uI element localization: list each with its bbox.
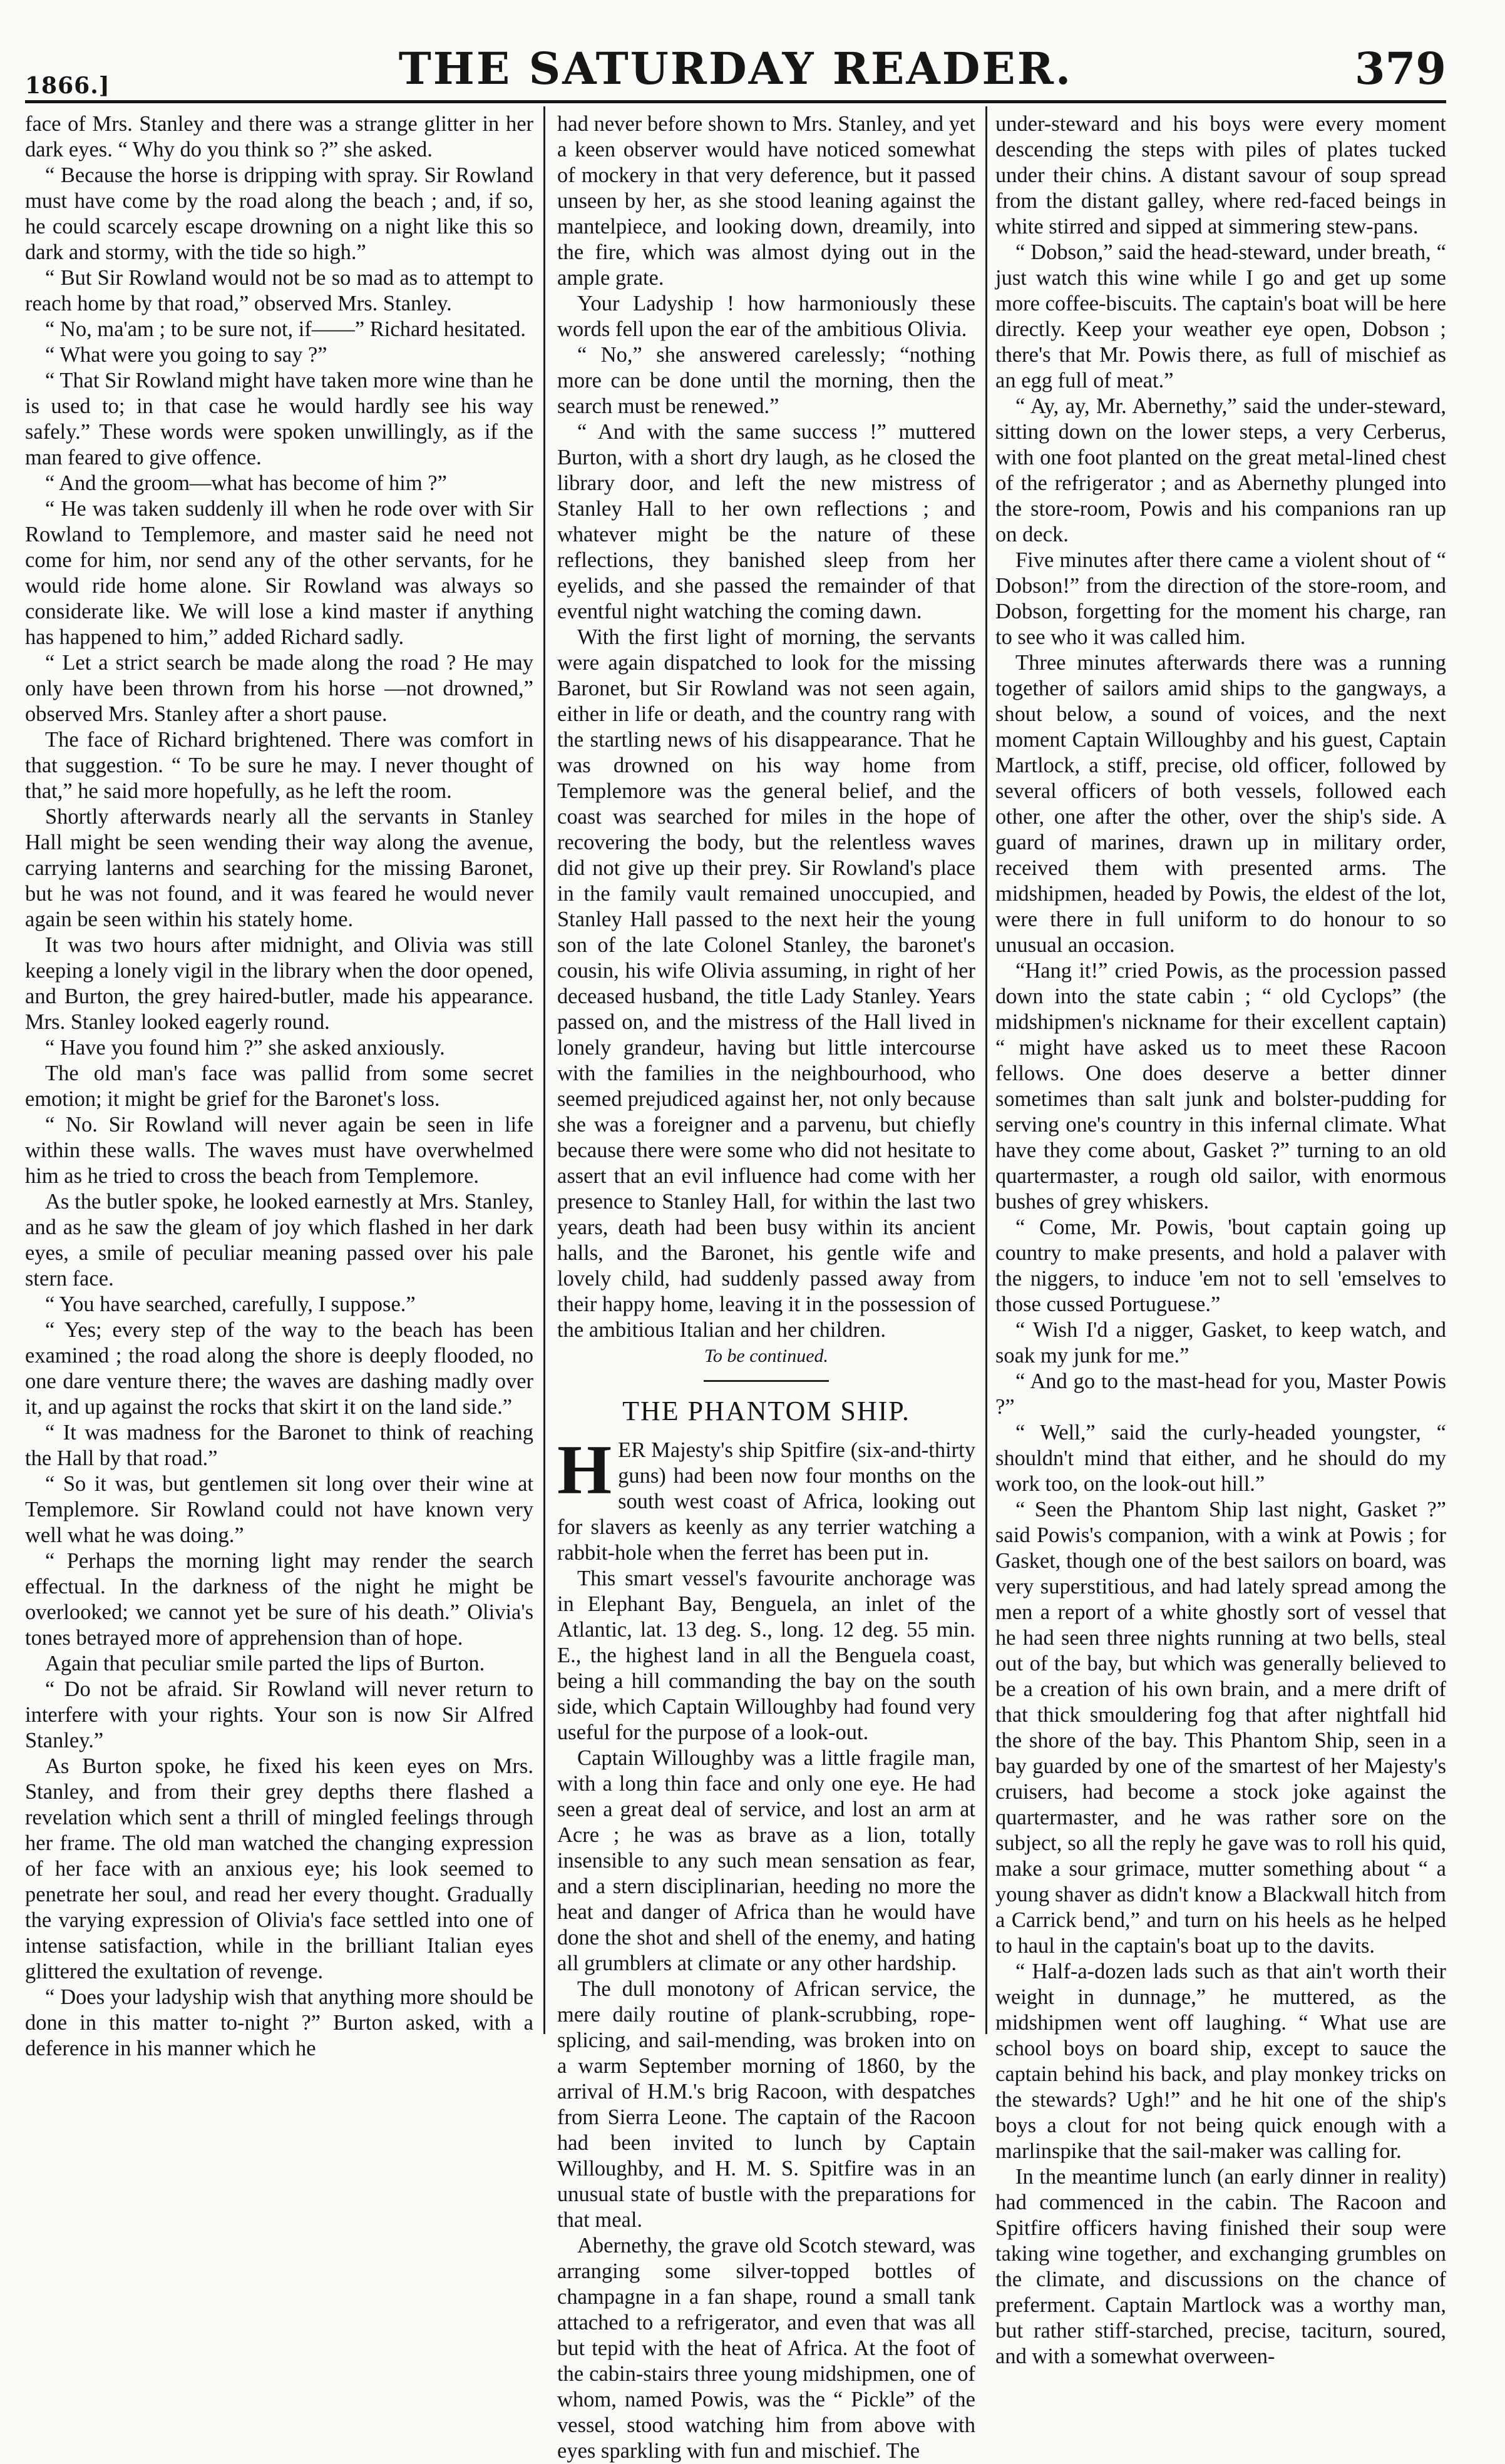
paragraph: “ Let a strict search be made along the road ? He may only have been thrown from his horse —not drowned,” observed Mrs. Stanley after a short pause. xyxy=(25,651,533,726)
paragraph: “ Half-a-dozen lads such as that ain't worth their weight in dunnage,” he muttered, as the midshipmen went off laughing. “ What use are school boys on board ship, except to sauce the captain behind his back, and play monkey tricks on the stewards? Ugh!” and he hit one of the ship's boys a clout for not being quick enough with a marlinspike that the sail-maker was calling for. xyxy=(995,1960,1446,2163)
paragraph: The face of Richard brightened. There was comfort in that suggestion. “ To be sure he may. I never thought of that,” he said more hopefully, as he left the room. xyxy=(25,728,533,803)
paragraph: Shortly afterwards nearly all the servants in Stanley Hall might be seen wending their way along the avenue, carrying lanterns and searching for the missing Baronet, but he was not found, and it was feared he would never again be seen within his stately home. xyxy=(25,805,533,931)
paragraph: In the meantime lunch (an early dinner in reality) had commenced in the cabin. The Racoon and Spitfire officers having finished their soup were taking wine together, and exchanging grumbles on the climate, and discussions on the chance of preferment. Captain Martlock was a worthy man, but rather stiff-starched, precise, taciturn, soured, and with a somewhat overween- xyxy=(995,2165,1446,2368)
paragraph: Abernethy, the grave old Scotch steward, was arranging some silver-topped bottles of champagne in a fan shape, round a small tank attached to a refrigerator, and even that was all but tepid with the heat of Africa. At the foot of the cabin-stairs three young midshipmen, one of whom, named Powis, was the “ Pickle” of the vessel, stood watching him from above with eyes sparkling with fun and mischief. The xyxy=(557,2234,975,2463)
story-opening-text: ER Majesty's ship Spitfire (six-and-thirty guns) had been now four months on the south west coast of Africa, looking out for slavers as keenly as any terrier watching a rabbit-hole when the ferret has been put in. xyxy=(557,1438,975,1565)
paragraph: “ Perhaps the morning light may render the search effectual. In the darkness of the night he might be overlooked; we cannot yet be sure of his death.” Olivia's tones betrayed more of apprehension than of hope. xyxy=(25,1549,533,1650)
paragraph: “ No. Sir Rowland will never again be seen in life within these walls. The waves must have overwhelmed him as he tried to cross the beach from Templemore. xyxy=(25,1113,533,1188)
paragraph: “ Does your ladyship wish that anything more should be done in this matter to-night ?” Burton asked, with a deference in his manner which he xyxy=(25,1985,533,2060)
paragraph: “ Dobson,” said the head-steward, under breath, “ just watch this wine while I go and get up some more coffee-biscuits. The captain's boat will be here directly. Keep your weather eye open, Dobson ; there's that Mr. Powis there, as full of mischief as an egg full of meat.” xyxy=(995,240,1446,392)
paragraph: Your Ladyship ! how harmoniously these words fell upon the ear of the ambitious Olivia. xyxy=(557,292,975,341)
column-divider-2 xyxy=(985,106,987,2034)
paragraph: “ Come, Mr. Powis, 'bout captain going up country to make presents, and hold a palaver with the niggers, to induce 'em not to sell 'emselves to those cussed Portuguese.” xyxy=(995,1215,1446,1316)
paragraph: “ He was taken suddenly ill when he rode over with Sir Rowland to Templemore, and master said he need not come for him, nor send any of the other servants, for he would ride home alone. Sir Rowland was always so considerate like. We will lose a kind master if anything has happened to him,” added Richard sadly. xyxy=(25,497,533,649)
paragraph: It was two hours after midnight, and Olivia was still keeping a lonely vigil in the library when the door opened, and Burton, the grey haired-butler, made his appearance. Mrs. Stanley looked eagerly round. xyxy=(25,933,533,1034)
paragraph: “ Well,” said the curly-headed youngster, “ shouldn't mind that either, and he should do my work too, on the look-out hill.” xyxy=(995,1421,1446,1496)
paragraph: With the first light of morning, the servants were again dispatched to look for the missing Baronet, but Sir Rowland was not seen again, either in life or death, and the country rang with the startling news of his disappearance. That he was drowned on his way home from Templemore was the general belief, and the coast was searched for miles in the hope of recovering the body, but the relentless waves did not give up their prey. Sir Rowland's place in the family vault remained unoccupied, and Stanley Hall passed to the next heir the young son of the late Colonel Stanley, the baronet's cousin, his wife Olivia assuming, in right of her deceased husband, the title Lady Stanley. Years passed on, and the mistress of the Hall lived in lonely grandeur, having but little intercourse with the families in the neighbourhood, who seemed prejudiced against her, not only because she was a foreigner and a parvenu, but chiefly because there were some who did not hesitate to assert that an evil influence had come with her presence to Stanley Hall, for within the last two years, death had been busy within its ancient halls, and the Baronet, his gentle wife and lovely child, had suddenly passed away from their happy home, leaving it in the possession of the ambitious Italian and her children. xyxy=(557,625,975,1342)
paragraph: “ No, ma'am ; to be sure not, if——” Richard hesitated. xyxy=(45,317,526,341)
paragraph: had never before shown to Mrs. Stanley, and yet a keen observer would have noticed somewhat of mockery in that very deference, but it passed unseen by her, as she stood leaning against the mantelpiece, and looking down, dreamily, into the fire, which was almost dying out in the ample grate. xyxy=(557,112,975,290)
column-3 xyxy=(995,111,1446,2368)
story-heading: THE PHANTOM SHIP. xyxy=(622,1396,910,1426)
paragraph: The dull monotony of African service, the mere daily routine of plank-scrubbing, rope-splicing, and sail-mending, was broken into on a warm September morning of 1860, by the arrival of H.M.'s brig Racoon, with despatches from Sierra Leone. The captain of the Racoon had been invited to lunch by Captain Willoughby, and H. M. S. Spitfire was in an unusual state of bustle with the preparations for that meal. xyxy=(557,1977,975,2232)
story-opening-paragraph xyxy=(557,1431,975,1566)
paragraph: Captain Willoughby was a little fragile man, with a long thin face and only one eye. He had seen a great deal of service, and lost an arm at Acre ; he was as brave as a lion, totally insensible to any such mean sensation as fear, and a stern disciplinarian, heeding no more the heat and danger of Africa than he would have done the shot and shell of the enemy, and hating all grumblers at climate or any other hardship. xyxy=(557,1746,975,1975)
paragraph: “ And go to the mast-head for you, Master Powis ?” xyxy=(995,1369,1446,1419)
masthead xyxy=(25,36,1446,105)
column-divider-1 xyxy=(543,106,545,2034)
paragraph: “ You have searched, carefully, I suppose.” xyxy=(45,1292,416,1316)
paragraph: “ That Sir Rowland might have taken more wine than he is used to; in that case he would hardly see his way safely.” These words were spoken unwillingly, as if the man feared to give offence. xyxy=(25,369,533,469)
drop-cap: H xyxy=(557,1431,612,1509)
paragraph: Three minutes afterwards there was a running together of sailors amid ships to the gangways, a shout below, a sound of voices, and the next moment Captain Willoughby and his guest, Captain Martlock, a stiff, precise, old officer, followed by several officers of both vessels, followed each other, one after the other, over the ship's side. A guard of marines, drawn up in military order, received them with presented arms. The midshipmen, headed by Powis, the eldest of the lot, were there in full uniform to do honour to so unusual an occasion. xyxy=(995,651,1446,957)
paragraph: As the butler spoke, he looked earnestly at Mrs. Stanley, and as he saw the gleam of joy which flashed in her dark eyes, a smile of peculiar meaning passed over his pale stern face. xyxy=(25,1190,533,1291)
paragraph: This smart vessel's favourite anchorage was in Elephant Bay, Benguela, an inlet of the Atlantic, lat. 13 deg. S., long. 12 deg. 55 min. E., the highest land in all the Benguela coast, being a hill commanding the bay on the south side, which Captain Willoughby had found very useful for the purpose of a look-out. xyxy=(557,1567,975,1744)
issue-year: 1866.] xyxy=(25,73,110,99)
paragraph: “ Seen the Phantom Ship last night, Gasket ?” said Powis's companion, with a wink at Powis ; for Gasket, though one of the best sailors on board, was very superstitious, and had lately spread among the men a report of a white ghostly sort of vessel that he had seen three nights running at two bells, steal out of the bay, but which was generally believed to be a creation of his own brain, and a mere drift of that thick smouldering fog that after nightfall hid the shore of the bay. This Phantom Ship, seen in a bay guarded by one of the smartest of her Majesty's cruisers, had become a stock joke against the quartermaster, and he was rather sore on the subject, so all the reply he gave was to roll his quid, make a sour grimace, mutter something about “ a young shaver as didn't know a Blackwall hitch from a Carrick bend,” and turn on his heels as he helped to haul in the captain's boat up to the davits. xyxy=(995,1498,1446,1958)
paragraph: “ Do not be afraid. Sir Rowland will never return to interfere with your rights. Your son is now Sir Alfred Stanley.” xyxy=(25,1677,533,1752)
paragraph: “ But Sir Rowland would not be so mad as to attempt to reach home by that road,” observed Mrs. Stanley. xyxy=(25,266,533,315)
paragraph: Five minutes after there came a violent shout of “ Dobson!” from the direction of the store-room, and Dobson, forgetting for the moment his charge, ran to see who it was called him. xyxy=(995,548,1446,649)
paragraph: Again that peculiar smile parted the lips of Burton. xyxy=(45,1652,485,1675)
paragraph: “ It was madness for the Baronet to think of reaching the Hall by that road.” xyxy=(25,1421,533,1470)
paragraph: “ Wish I'd a nigger, Gasket, to keep watch, and soak my junk for me.” xyxy=(995,1318,1446,1367)
paragraph: “ Have you found him ?” she asked anxiously. xyxy=(45,1036,445,1060)
section-rule xyxy=(704,1380,829,1382)
masthead-rule xyxy=(25,100,1446,103)
paragraph: “ And the groom—what has become of him ?” xyxy=(45,471,447,495)
publication-title: THE SATURDAY READER. xyxy=(398,43,1073,95)
paragraph: “ Yes; every step of the way to the beach has been examined ; the road along the shore is deeply flooded, no one dare venture there; the waves are dashing madly over it, and up against the rocks that skirt it on the land side.” xyxy=(25,1318,533,1419)
paragraph: As Burton spoke, he fixed his keen eyes on Mrs. Stanley, and from their grey depths there flashed a revelation which sent a thrill of mingled feelings through her frame. The old man watched the changing expression of her face with an anxious eye; his look seemed to penetrate her soul, and read her every thought. Gradually the varying expression of Olivia's face settled into one of intense satisfaction, while in the brilliant Italian eyes glittered the exultation of revenge. xyxy=(25,1754,533,1983)
paragraph: “ Ay, ay, Mr. Abernethy,” said the under-steward, sitting down on the lower steps, a very Cerberus, with one foot planted on the great metal-lined chest of the refrigerator ; and as Abernethy plunged into the store-room, Powis and his companions ran up on deck. xyxy=(995,394,1446,546)
column-2 xyxy=(557,111,975,2463)
paragraph: “ And with the same success !” muttered Burton, with a short dry laugh, as he closed the library door, and left the new mistress of Stanley Hall to her own reflections ; and whatever might be the nature of these reflections, they banished sleep from her eyelids, and she passed the remainder of that eventful night watching the coming dawn. xyxy=(557,420,975,623)
paragraph: “Hang it!” cried Powis, as the procession passed down into the state cabin ; “ old Cyclops” (the midshipmen's nickname for their excellent captain) “ might have asked us to meet these Racoon fellows. One does deserve a better dinner sometimes than salt junk and bolster-pudding for serving one's country in this infernal climate. What have they come about, Gasket ?” turning to an old quartermaster, a rough old sailor, with enormous bushes of grey whiskers. xyxy=(995,959,1446,1214)
column-1 xyxy=(25,111,533,2060)
paragraph: “ So it was, but gentlemen sit long over their wine at Templemore. Sir Rowland could not have known very well what he was doing.” xyxy=(25,1472,533,1547)
paragraph: “ What were you going to say ?” xyxy=(45,343,327,367)
paragraph: “ Because the horse is dripping with spray. Sir Rowland must have come by the road along the beach ; and, if so, he could scarcely escape drowning on a night like this so dark and stormy, with the tide so high.” xyxy=(25,163,533,264)
paragraph: under-steward and his boys were every moment descending the steps with piles of plates tucked under their chins. A distant savour of soup spread from the distant galley, where red-faced beings in white stirred and sipped at simmering stew-pans. xyxy=(995,112,1446,238)
paragraph: The old man's face was pallid from some secret emotion; it might be grief for the Baronet's loss. xyxy=(25,1061,533,1111)
page-number: 379 xyxy=(1354,43,1446,95)
paragraph: “ No,” she answered carelessly; “nothing more can be done until the morning, then the search must be renewed.” xyxy=(557,343,975,418)
paragraph: face of Mrs. Stanley and there was a strange glitter in her dark eyes. “ Why do you think so ?” she asked. xyxy=(25,112,533,161)
to-be-continued: To be continued. xyxy=(704,1346,829,1366)
